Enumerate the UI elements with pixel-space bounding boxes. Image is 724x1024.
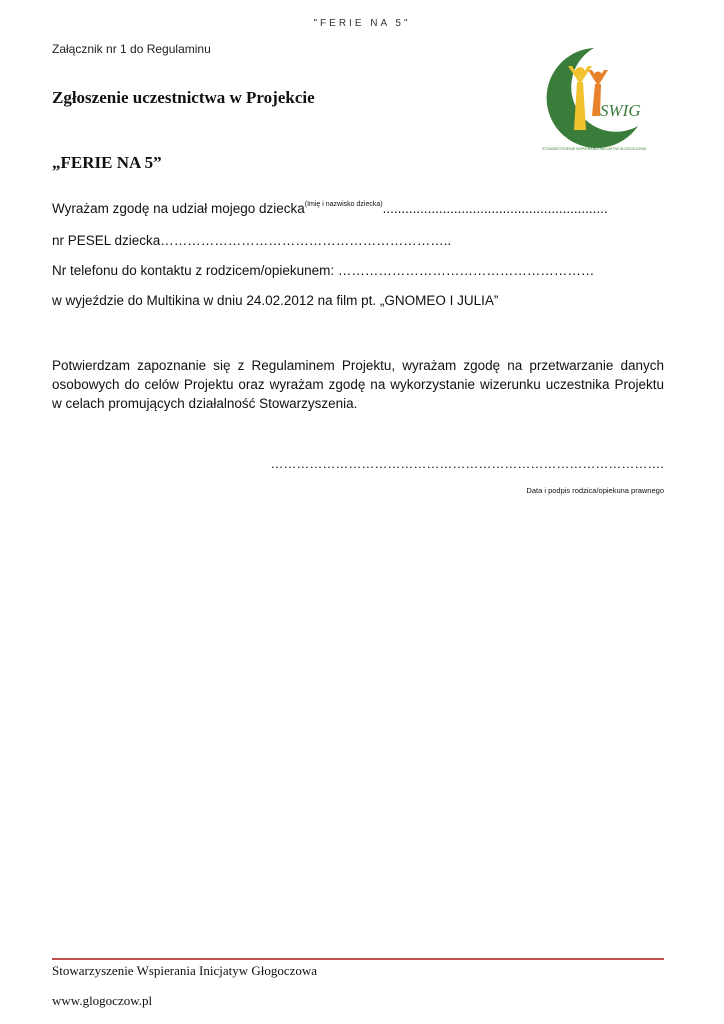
footer-website-link[interactable]: www.glogoczow.pl bbox=[52, 993, 153, 1008]
trip-line: w wyjeździe do Multikina w dniu 24.02.2012 na film pt. „GNOMEO I JULIA” bbox=[52, 293, 499, 308]
child-name-field[interactable]: ............................................................ bbox=[382, 201, 608, 216]
header-title: "FERIE NA 5" bbox=[313, 18, 411, 29]
consent-prefix: Wyrażam zgodę na udział mojego dziecka bbox=[52, 201, 305, 216]
logo-crescent bbox=[547, 48, 638, 148]
project-name: „FERIE NA 5” bbox=[52, 153, 162, 172]
swig-logo bbox=[526, 44, 662, 158]
logo-text: SWIG bbox=[600, 101, 641, 120]
signature-caption: Data i podpis rodzica/opiekuna prawnego bbox=[526, 486, 664, 495]
signature-field[interactable]: ………………………………………………………………………………. bbox=[270, 456, 664, 471]
footer-organization: Stowarzyszenie Wspierania Inicjatyw Głogoczowa bbox=[52, 963, 318, 978]
phone-field[interactable]: Nr telefonu do kontaktu z rodzicem/opiekunem: ………………………………………………… bbox=[52, 263, 595, 278]
consent-line bbox=[52, 201, 608, 216]
consent-hint: (Imię i nazwisko dziecka) bbox=[304, 201, 383, 208]
footer-rule bbox=[52, 958, 664, 960]
confirmation-paragraph: Potwierdzam zapoznanie się z Regulaminem Projektu, wyrażam zgodę na przetwarzanie danych osobowych do celów Projektu oraz wyrażam zgodę na wykorzystanie wizerunku uczestnika Projektu w celach promujących działalność Stowarzyszenia. bbox=[52, 358, 664, 411]
pesel-field[interactable]: nr PESEL dziecka……………………………………………………….. bbox=[52, 233, 452, 248]
form-title: Zgłoszenie uczestnictwa w Projekcie bbox=[52, 88, 315, 107]
logo-subtitle: STOWARZYSZENIE WSPIERANIA INICJATYW GŁOGOCZOWA bbox=[541, 147, 647, 151]
annex-label: Załącznik nr 1 do Regulaminu bbox=[52, 42, 211, 56]
